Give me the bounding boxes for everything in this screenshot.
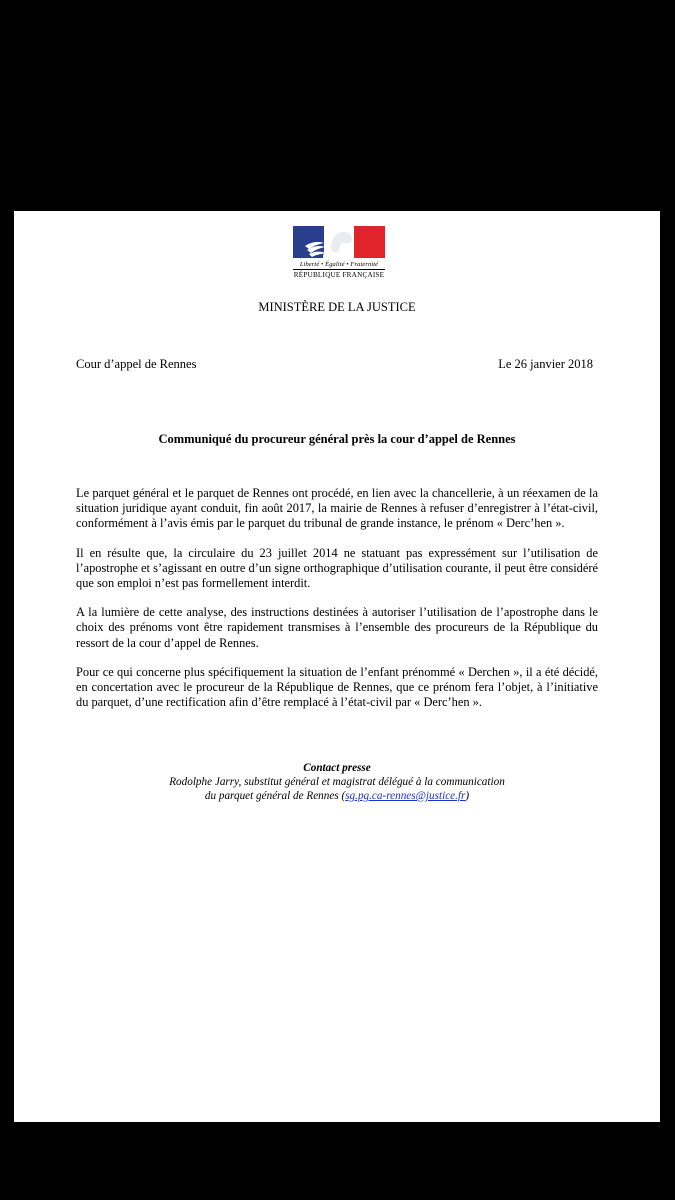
contact-line-1: Rodolphe Jarry, substitut général et magistrat délégué à la communication: [169, 776, 505, 788]
contact-line-2: [14, 789, 660, 803]
marianne-flag-icon: [293, 226, 385, 258]
document-date: Le 26 janvier 2018: [498, 357, 593, 371]
document-body: [76, 486, 598, 724]
court-name: Cour d’appel de Rennes: [76, 357, 197, 371]
contact-email-link[interactable]: sg.pg.ca-rennes@justice.fr: [345, 790, 466, 802]
document-page: [14, 211, 660, 1122]
republic-name: RÉPUBLIQUE FRANÇAISE: [293, 271, 385, 279]
body-paragraph: A la lumière de cette analyse, des instructions destinées à autoriser l’utilisation de l’apostrophe dans le choix des prénoms vont être rapidement transmises à l’ensemble des procureurs de la République du ressort de la cour d’appel de Rennes.: [76, 605, 598, 650]
republic-motto: Liberté • Égalité • Fraternité: [299, 261, 379, 268]
ministry-heading: MINISTÈRE DE LA JUSTICE: [258, 300, 416, 314]
body-paragraph: Le parquet général et le parquet de Rennes ont procédé, en lien avec la chancellerie, à un réexamen de la situation juridique ayant conduit, fin août 2017, la mairie de Rennes à refuser d’enregistrer à l’état-civil, conformément à l’avis émis par le parquet du tribunal de grande instance, le prénom « Derc’hen ».: [76, 486, 598, 531]
logo-divider: [293, 269, 385, 270]
body-paragraph: Pour ce qui concerne plus spécifiquement la situation de l’enfant prénommé « Derchen », il a été décidé, en concertation avec le procureur de la République de Rennes, que ce prénom fera l’objet, à l’initiative du parquet, d’une rectification afin d’être remplacé à l’état-civil par « Derc’hen ».: [76, 664, 598, 710]
document-title: Communiqué du procureur général près la cour d’appel de Rennes: [158, 432, 516, 446]
republic-logo: [292, 226, 386, 279]
contact-suffix: ): [465, 790, 470, 802]
body-paragraph: Il en résulte que, la circulaire du 23 juillet 2014 ne statuant pas expressément sur l’utilisation de l’apostrophe et s’agissant en outre d’un signe orthographique d’utilisation courante, il peut être considéré que son emploi n’est pas formellement interdit.: [76, 545, 598, 591]
contact-prefix: du parquet général de Rennes (: [204, 790, 346, 802]
press-contact: [14, 761, 660, 803]
contact-heading: Contact presse: [303, 762, 371, 774]
